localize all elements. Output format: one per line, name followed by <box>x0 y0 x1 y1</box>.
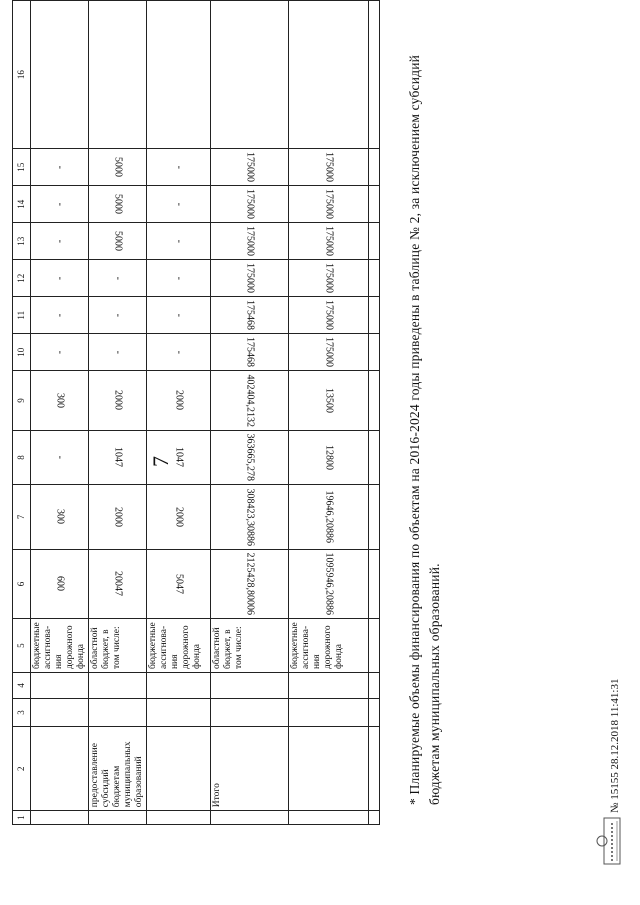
value-cell: 175000 <box>289 223 369 260</box>
registration-stamp <box>594 817 633 865</box>
value-cell: - <box>31 334 89 371</box>
table-cell <box>147 698 211 726</box>
value-cell: 2000 <box>147 371 211 431</box>
header-cell: 15 <box>13 149 31 186</box>
value-cell: 1047 <box>147 430 211 485</box>
table-row <box>211 1 289 825</box>
header-cell: 11 <box>13 297 31 334</box>
table-cell <box>369 430 380 485</box>
header-cell: 8 <box>13 430 31 485</box>
funding-table <box>12 0 380 825</box>
header-cell: 5 <box>13 619 31 673</box>
value-cell: - <box>31 260 89 297</box>
value-cell: 2000 <box>89 371 147 431</box>
table-row <box>89 1 147 825</box>
budget-source: областной бюджет, в том числе: <box>89 619 147 673</box>
table-cell <box>89 673 147 699</box>
table-row <box>147 1 211 825</box>
value-cell: - <box>147 149 211 186</box>
table-cell <box>89 1 147 149</box>
table-header-row <box>13 1 31 825</box>
value-cell: - <box>147 334 211 371</box>
header-cell: 9 <box>13 371 31 431</box>
value-cell: 2000 <box>147 485 211 550</box>
table-cell <box>289 1 369 149</box>
value-cell: 175000 <box>211 223 289 260</box>
row-description: предоставление субсидий бюджетам муниципальных образований <box>89 727 147 811</box>
table-cell <box>369 1 380 149</box>
table-cell <box>147 811 211 825</box>
value-cell: - <box>31 223 89 260</box>
table-cell <box>31 811 89 825</box>
value-cell: 175000 <box>289 297 369 334</box>
value-cell: 12800 <box>289 430 369 485</box>
table-cell <box>369 334 380 371</box>
table-cell <box>31 698 89 726</box>
table-cell <box>369 223 380 260</box>
table-cell <box>369 727 380 811</box>
table-cell <box>369 485 380 550</box>
header-cell: 16 <box>13 1 31 149</box>
row-description <box>147 727 211 811</box>
budget-source: бюджетные ассигнова-ния дорожного фонда <box>289 619 369 673</box>
value-cell: 300 <box>31 485 89 550</box>
value-cell: 175468 <box>211 297 289 334</box>
table-cell <box>369 186 380 223</box>
row-description: Итого <box>211 727 289 811</box>
table-cell <box>211 698 289 726</box>
table-cell <box>369 149 380 186</box>
table-cell <box>369 673 380 699</box>
row-description <box>289 727 369 811</box>
table-cell <box>31 1 89 149</box>
value-cell: 2000 <box>89 485 147 550</box>
table-cell <box>211 673 289 699</box>
value-cell: 402404,2132 <box>211 371 289 431</box>
table-cell <box>147 1 211 149</box>
value-cell: 300 <box>31 371 89 431</box>
table-cell <box>369 549 380 619</box>
value-cell: - <box>147 223 211 260</box>
table-row <box>289 1 369 825</box>
table-cell <box>289 811 369 825</box>
value-cell: 5047 <box>147 549 211 619</box>
table-cell <box>369 619 380 673</box>
value-cell: 175468 <box>211 334 289 371</box>
value-cell: 600 <box>31 549 89 619</box>
budget-source: областной бюджет, в том числе: <box>211 619 289 673</box>
header-cell: 7 <box>13 485 31 550</box>
stamp-emblem-icon <box>594 817 628 865</box>
table-cell <box>369 297 380 334</box>
header-cell: 14 <box>13 186 31 223</box>
value-cell: - <box>147 186 211 223</box>
header-cell: 2 <box>13 727 31 811</box>
value-cell: - <box>31 186 89 223</box>
header-cell: 1 <box>13 811 31 825</box>
value-cell: - <box>31 430 89 485</box>
value-cell: - <box>89 260 147 297</box>
value-cell: 13500 <box>289 371 369 431</box>
value-cell: 175000 <box>289 149 369 186</box>
table-row <box>31 1 89 825</box>
header-cell: 13 <box>13 223 31 260</box>
value-cell: 175000 <box>211 186 289 223</box>
value-cell: - <box>147 297 211 334</box>
table-cell <box>369 811 380 825</box>
registration-number: № 15155 28.12.2018 11:41:31 <box>609 678 621 813</box>
budget-source: бюджетные ассигнова-ния дорожного фонда <box>31 619 89 673</box>
value-cell: 175000 <box>289 186 369 223</box>
header-cell: 12 <box>13 260 31 297</box>
value-cell: 175000 <box>289 260 369 297</box>
value-cell: 2125428,80006 <box>211 549 289 619</box>
table-cell <box>89 698 147 726</box>
header-cell: 3 <box>13 698 31 726</box>
value-cell: - <box>89 297 147 334</box>
value-cell: - <box>31 297 89 334</box>
value-cell: - <box>89 334 147 371</box>
page-number: 7 <box>148 456 173 467</box>
footnote: * Планируемые объемы финансирования по объектам на 2016-2024 годы приведены в таблице № 2, за исключением субсидий бюджетам муниципальных образований. <box>407 54 442 805</box>
value-cell: - <box>31 149 89 186</box>
row-description <box>31 727 89 811</box>
table-cell <box>369 260 380 297</box>
header-cell: 10 <box>13 334 31 371</box>
value-cell: 175000 <box>289 334 369 371</box>
header-cell: 6 <box>13 549 31 619</box>
value-cell: 5000 <box>89 186 147 223</box>
table-cell <box>31 673 89 699</box>
table-cell <box>89 811 147 825</box>
table-cell <box>289 698 369 726</box>
table-cell <box>211 811 289 825</box>
value-cell: 363665,278 <box>211 430 289 485</box>
table-row <box>369 1 380 825</box>
value-cell: 175000 <box>211 149 289 186</box>
table-cell <box>369 371 380 431</box>
table-cell <box>147 673 211 699</box>
value-cell: 308423,30886 <box>211 485 289 550</box>
table-cell <box>211 1 289 149</box>
value-cell: 5000 <box>89 223 147 260</box>
value-cell: 175000 <box>211 260 289 297</box>
value-cell: 1047 <box>89 430 147 485</box>
value-cell: 5000 <box>89 149 147 186</box>
header-cell: 4 <box>13 673 31 699</box>
value-cell: 20047 <box>89 549 147 619</box>
value-cell: - <box>147 260 211 297</box>
value-cell: 1095946,20886 <box>289 549 369 619</box>
table-cell <box>369 698 380 726</box>
table-cell <box>289 673 369 699</box>
value-cell: 19646,20886 <box>289 485 369 550</box>
budget-source: бюджетные ассигнова-ния дорожного фонда <box>147 619 211 673</box>
